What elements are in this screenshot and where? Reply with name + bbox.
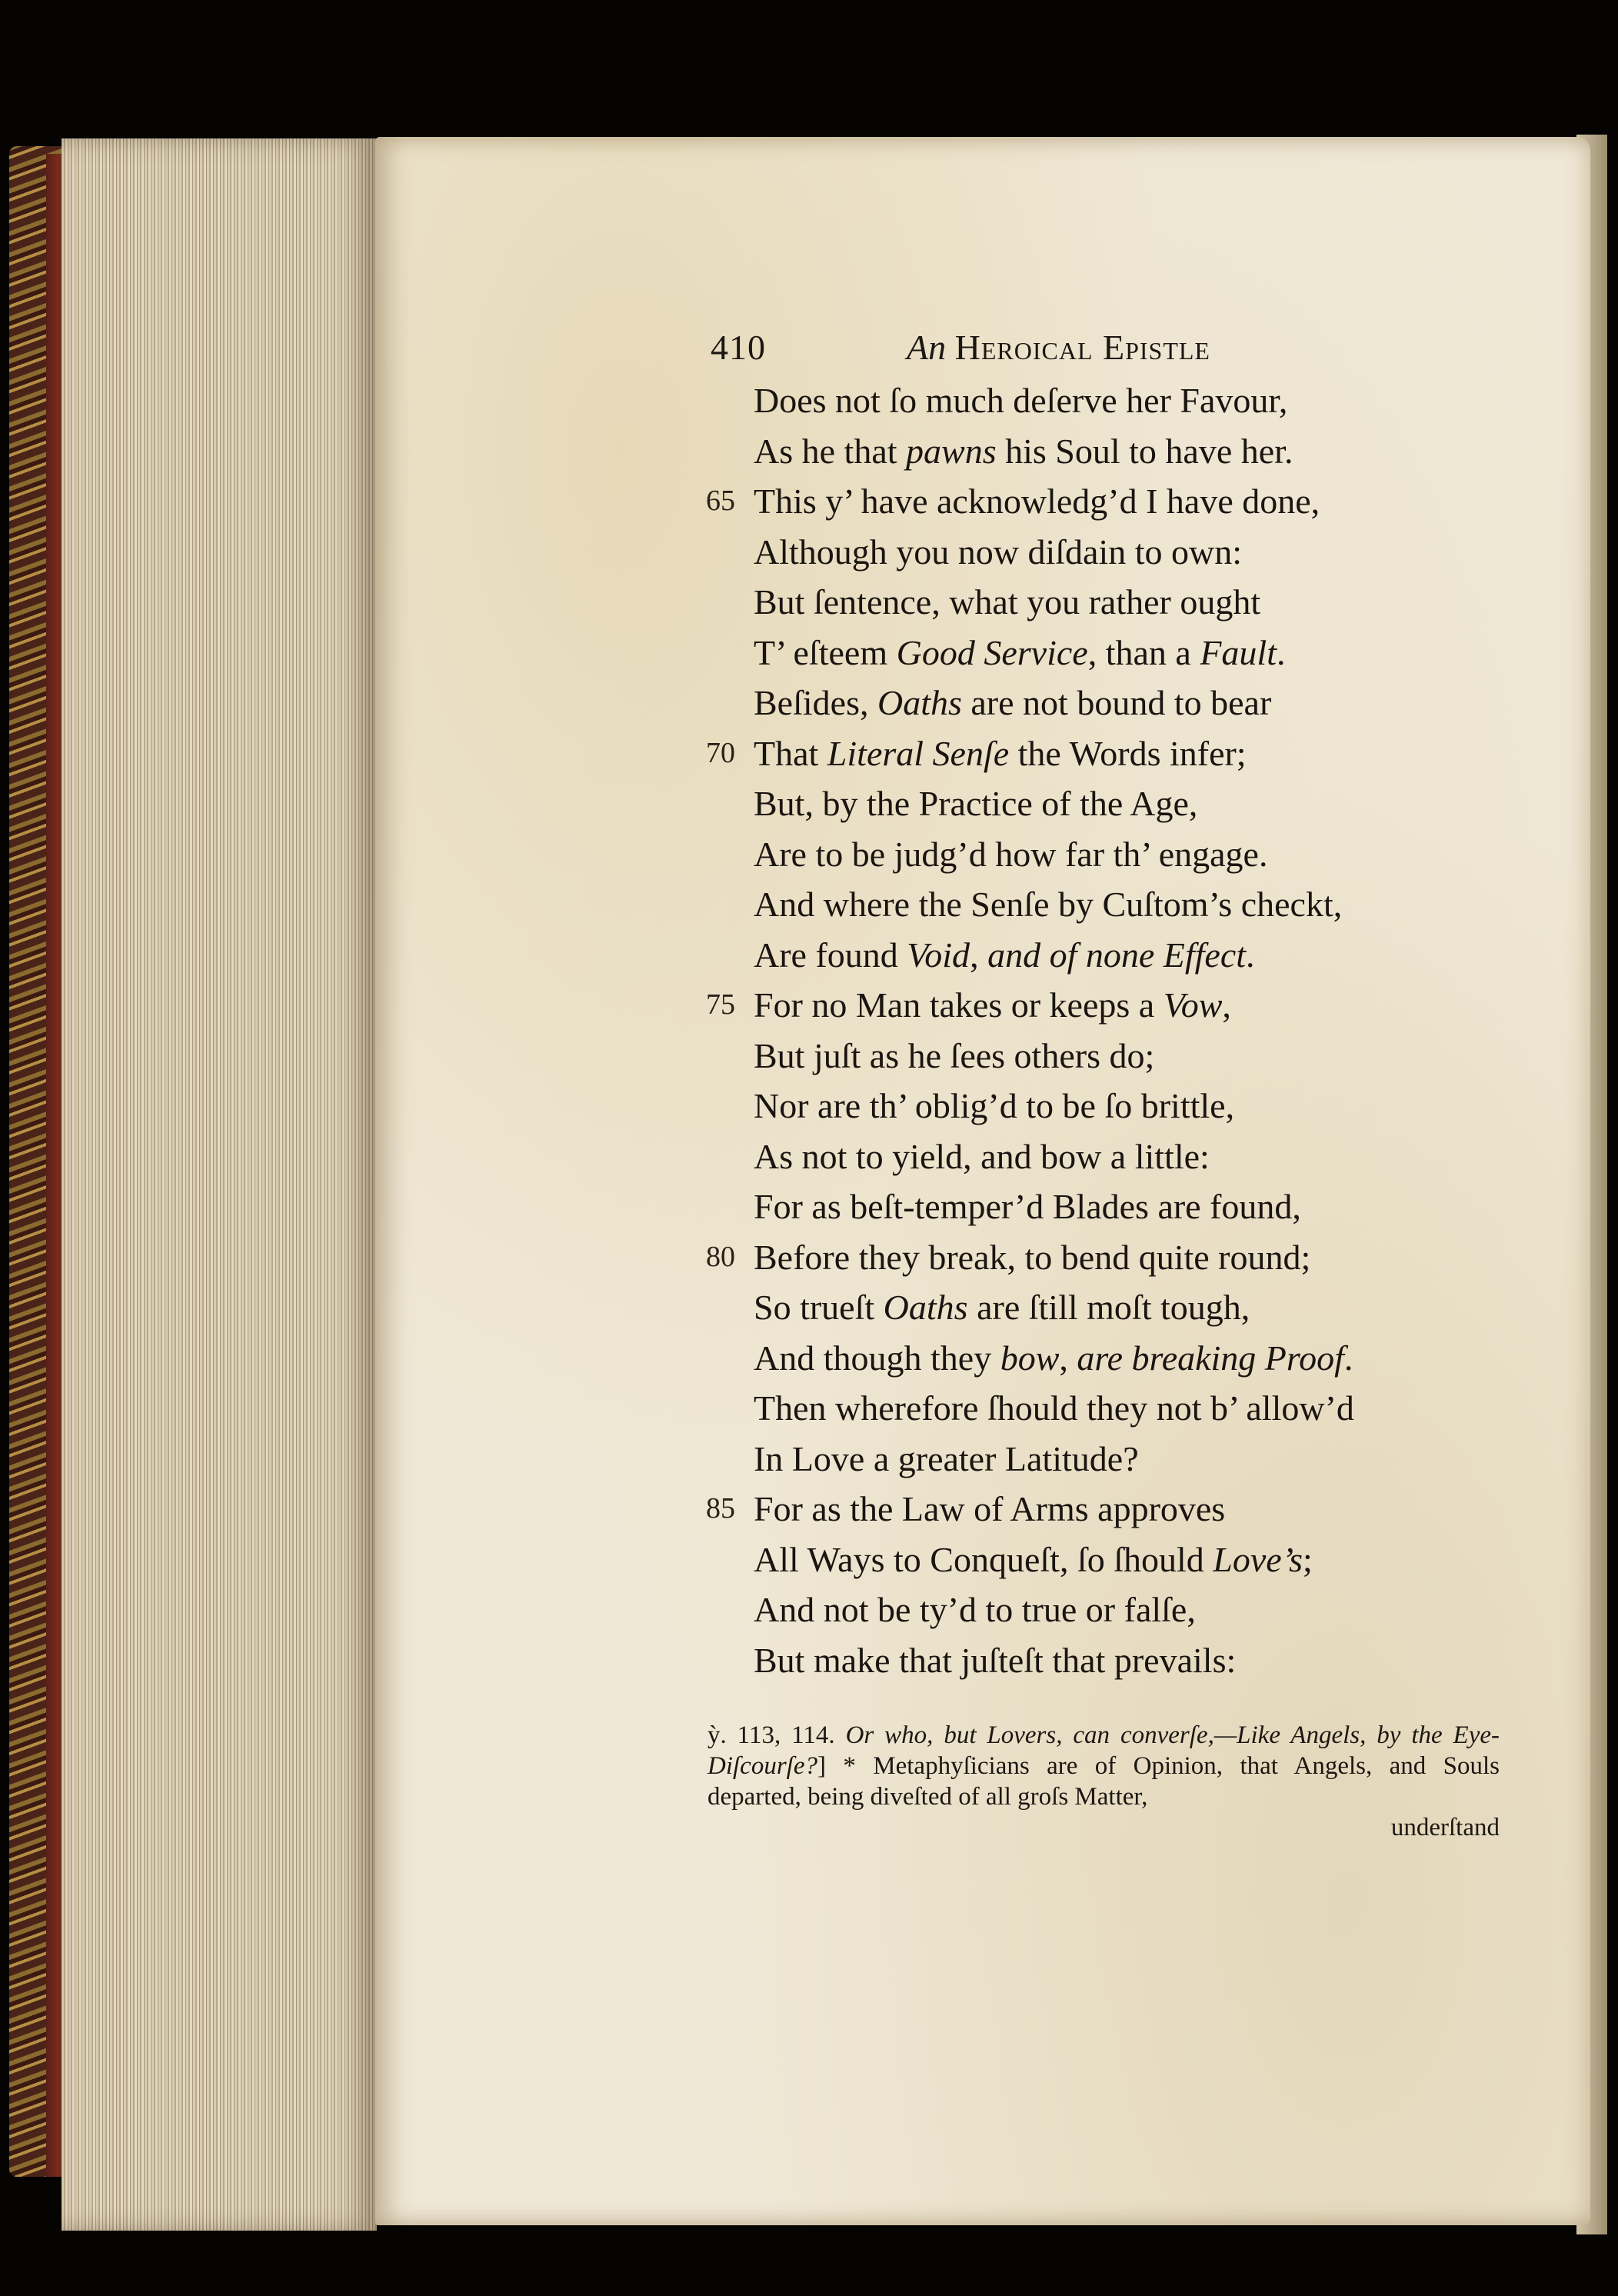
text-segment: And not be ty’d to true or falſe, [754, 1590, 1196, 1629]
line-text [754, 980, 1231, 1031]
verse-line [706, 1484, 1590, 1535]
text-segment: But make that juſteſt that prevails: [754, 1640, 1237, 1680]
text-segment: , [1059, 1338, 1077, 1378]
line-text [754, 1333, 1353, 1384]
line-text [754, 1484, 1225, 1535]
text-segment: . [1276, 632, 1286, 672]
text-segment: For as the Law of Arms approves [754, 1489, 1226, 1528]
verse-line [706, 577, 1590, 628]
line-text [754, 1282, 1250, 1333]
verse-line [706, 1635, 1590, 1686]
italic-segment: bow [1000, 1338, 1060, 1378]
text-segment: Before they break, to bend quite round; [754, 1237, 1311, 1277]
text-segment: Nor are th’ oblig’d to be ſo brittle, [754, 1086, 1235, 1125]
text-segment: As he that [754, 431, 907, 471]
line-text [754, 678, 1271, 728]
line-number: 85 [706, 1492, 735, 1525]
text-segment: ; [1303, 1539, 1313, 1579]
text-segment: For as beſt-temper’d Blades are found, [754, 1187, 1301, 1226]
line-text [754, 728, 1247, 779]
text-segment: And though they [754, 1338, 1000, 1378]
line-text [754, 375, 1287, 426]
text-segment: . [1246, 935, 1255, 975]
line-text [754, 778, 1197, 829]
text-segment: As not to yield, and bow a little: [754, 1136, 1210, 1176]
verse-line [706, 930, 1590, 981]
footnote-quote: Or who, but Lovers, can converſe,—Like Angels, by the Eye-Diſcourſe? [707, 1721, 1500, 1780]
verse-line [706, 1282, 1590, 1333]
verse-line [706, 1181, 1590, 1232]
text-segment: , [1222, 985, 1231, 1025]
text-segment: are ſtill moſt tough, [967, 1288, 1250, 1327]
line-text [754, 1081, 1234, 1131]
italic-segment: Fault [1200, 632, 1277, 672]
text-segment: But juſt as he ſees others do; [754, 1035, 1155, 1075]
italic-segment: Literal Senſe [827, 733, 1010, 773]
verse-line [706, 829, 1590, 880]
italic-segment: Oaths [883, 1288, 968, 1327]
italic-segment: pawns [906, 431, 997, 471]
page-number: 410 [711, 328, 766, 367]
verse-text [706, 375, 1590, 1685]
header-title-article: An [907, 328, 947, 367]
text-segment: the Words infer; [1009, 733, 1247, 773]
verse-line [706, 1081, 1590, 1131]
text-segment: Does not ſo much deſerve her Favour, [754, 381, 1288, 420]
verse-line [706, 1131, 1590, 1182]
page-edges [62, 138, 377, 2231]
text-segment: , than a [1087, 632, 1200, 672]
line-text [754, 476, 1320, 527]
line-text [754, 426, 1293, 477]
line-text [754, 1535, 1313, 1585]
verse-line [706, 1434, 1590, 1485]
text-segment: That [754, 733, 827, 773]
line-text [754, 1181, 1301, 1232]
text-segment: And where the Senſe by Cuſtom’s checkt, [754, 885, 1343, 924]
text-segment: T’ eſteem [754, 632, 897, 672]
verse-line [706, 728, 1590, 779]
text-segment: Are to be judg’d how far th’ engage. [754, 834, 1268, 874]
line-number: 75 [706, 988, 735, 1021]
verse-line [706, 980, 1590, 1031]
text-segment: For no Man takes or keeps a [754, 985, 1164, 1025]
line-text [754, 577, 1260, 628]
italic-segment: and of none Effect [987, 935, 1247, 975]
text-segment: But ſentence, what you rather ought [754, 582, 1261, 621]
line-text [754, 628, 1285, 678]
text-segment: , [970, 935, 988, 975]
line-number: 70 [706, 736, 735, 769]
text-segment: In Love a greater Latitude? [754, 1438, 1139, 1478]
running-header [711, 327, 1310, 373]
verse-line [706, 426, 1590, 477]
line-text [754, 1131, 1210, 1182]
line-text [754, 879, 1342, 930]
verse-line [706, 628, 1590, 678]
text-segment: Are found [754, 935, 907, 975]
verse-line [706, 375, 1590, 426]
italic-segment: Void [907, 935, 970, 975]
verse-line [706, 1535, 1590, 1585]
text-segment: . [1343, 1338, 1353, 1378]
verse-line [706, 1031, 1590, 1081]
line-number: 65 [706, 485, 735, 517]
verse-line [706, 778, 1590, 829]
verse-line [706, 1333, 1590, 1384]
verse-line [706, 1585, 1590, 1635]
text-segment: are not bound to bear [961, 683, 1272, 722]
verse-line [706, 527, 1590, 578]
footnote-body: Metaphyſicians are of Opinion, that Angels, and Souls departed, being diveſted of all groſs Matter, [707, 1752, 1500, 1811]
footnote-ref: ỳ. 113, 114. [707, 1721, 835, 1749]
footnote [707, 1720, 1500, 1843]
text-segment: Then wherefore ſhould they not b’ allow’d [754, 1388, 1354, 1428]
line-text [754, 1031, 1154, 1081]
italic-segment: are breaking Proof [1077, 1338, 1344, 1378]
verse-line [706, 1232, 1590, 1283]
line-text [754, 930, 1255, 981]
verse-line [706, 678, 1590, 728]
line-text [754, 1232, 1310, 1283]
header-title [907, 327, 1210, 368]
italic-segment: Vow [1163, 985, 1223, 1025]
text-segment: All Ways to Conqueſt, ſo ſhould [754, 1539, 1214, 1579]
italic-segment: Oaths [877, 683, 962, 722]
italic-segment: Love’s [1213, 1539, 1303, 1579]
line-text [754, 527, 1242, 578]
line-number: 80 [706, 1240, 735, 1273]
verse-line [706, 476, 1590, 527]
footnote-bracket: ] [817, 1752, 826, 1780]
italic-segment: Good Service [896, 632, 1088, 672]
text-segment: So trueſt [754, 1288, 884, 1327]
line-text [754, 829, 1267, 880]
catchword: underſtand [1390, 1814, 1500, 1841]
text-segment: Beſides, [754, 683, 877, 722]
verse-line [706, 1383, 1590, 1434]
line-text [754, 1635, 1236, 1686]
line-text [754, 1383, 1354, 1434]
line-text [754, 1585, 1196, 1635]
text-segment: But, by the Practice of the Age, [754, 784, 1198, 823]
line-text [754, 1434, 1139, 1485]
footnote-mark: * [843, 1752, 856, 1780]
verse-line [706, 879, 1590, 930]
text-segment: his Soul to have her. [996, 431, 1293, 471]
header-title-rest: Heroical Epistle [954, 328, 1210, 367]
text-segment: Although you now diſdain to own: [754, 532, 1243, 572]
text-segment: This y’ have acknowledg’d I have done, [754, 482, 1320, 521]
